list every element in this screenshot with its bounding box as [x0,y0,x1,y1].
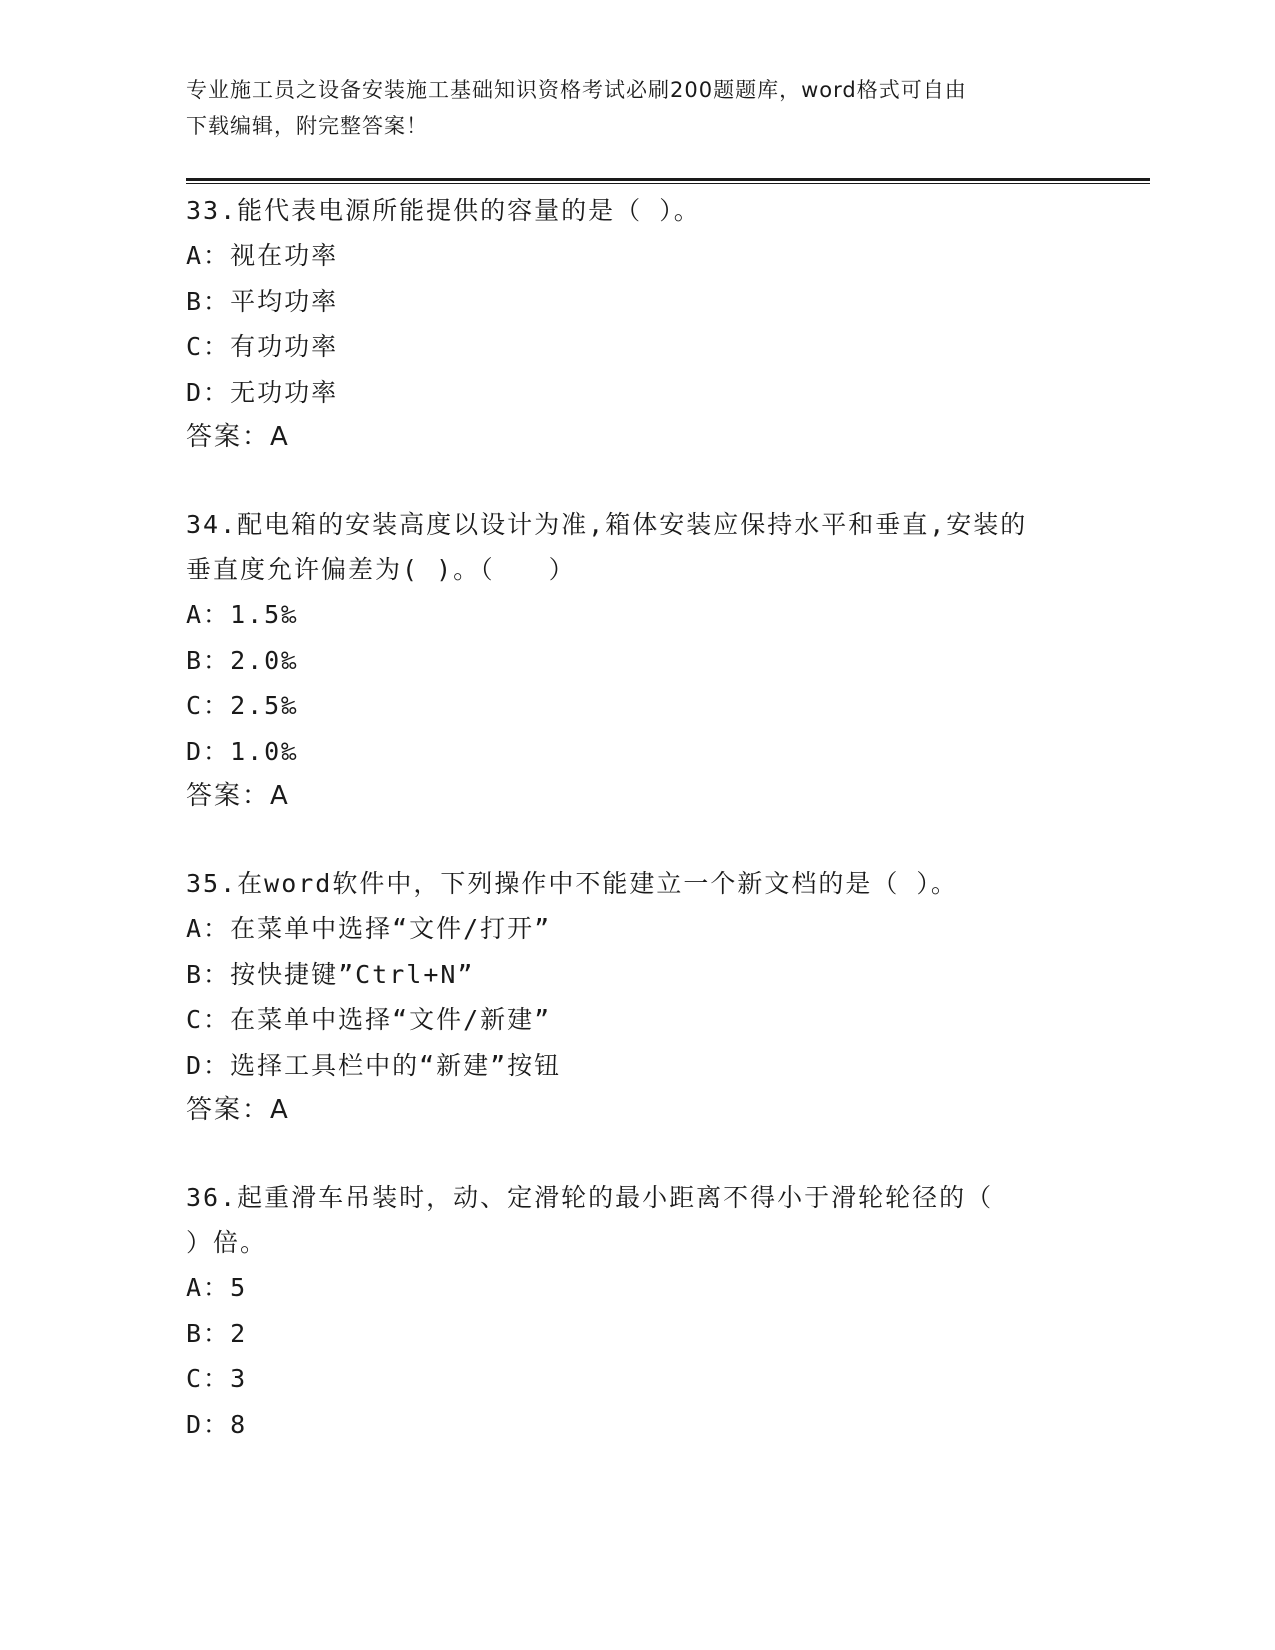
option-key: C： [186,1005,231,1034]
option-d [186,1402,1086,1448]
answer-label: 答案： [186,781,271,811]
answer-value: A [270,422,290,452]
option-key: B： [186,1318,231,1348]
answer-line [186,774,1086,819]
question-stem: 35.在word软件中，下列操作中不能建立一个新文档的是（ ）。 [186,869,958,898]
question-36 [186,1175,1086,1447]
option-c [186,1356,1086,1402]
option-a [186,1265,1086,1311]
option-text: 2.5‰ [230,691,299,720]
option-text: 在菜单中选择“文件/打开” [230,914,552,943]
option-text: 视在功率 [230,241,339,270]
option-d [186,370,1086,416]
option-text: 1.0‰ [230,736,299,766]
answer-label: 答案： [186,422,271,452]
option-key: C： [186,332,231,361]
option-key: D： [186,736,231,766]
option-text: 1.5‰ [230,600,299,629]
option-key: A： [186,1273,231,1302]
option-a [186,233,1086,279]
answer-line [186,415,1086,460]
option-b [186,638,1086,684]
question-stem: 36.起重滑车吊装时，动、定滑轮的最小距离不得小于滑轮轮径的（ ）倍。 [186,1183,994,1257]
option-text: 8 [230,1409,248,1439]
option-key: D： [186,1050,231,1080]
option-key: A： [186,914,231,943]
option-a [186,592,1086,638]
question-34 [186,502,1086,819]
answer-value: A [270,781,290,811]
option-text: 5 [230,1273,248,1302]
question-35 [186,861,1086,1133]
option-text: 无功功率 [230,377,339,407]
option-a [186,906,1086,952]
answer-value: A [270,1095,290,1125]
option-text: 有功功率 [230,332,339,361]
option-key: B： [186,645,231,675]
answer-line [186,1088,1086,1133]
option-key: A： [186,241,231,270]
option-key: D： [186,1409,231,1439]
header-line-2: 下载编辑，附完整答案！ [186,114,428,138]
option-text: 选择工具栏中的“新建”按钮 [230,1050,562,1080]
header-divider-thick [186,178,1150,181]
option-c [186,997,1086,1043]
option-b [186,952,1086,998]
option-key: D： [186,377,231,407]
option-b [186,279,1086,325]
answer-label: 答案： [186,1095,271,1125]
question-list [186,188,1086,1489]
option-text: 2.0‰ [230,645,299,675]
option-c [186,324,1086,370]
question-stem: 33.能代表电源所能提供的容量的是（ ）。 [186,196,701,225]
option-key: B： [186,286,231,316]
header-divider-thin [186,183,1150,184]
option-key: C： [186,691,231,720]
option-key: B： [186,959,231,989]
option-b [186,1311,1086,1357]
header-line-1: 专业施工员之设备安装施工基础知识资格考试必刷200题题库，word格式可自由 [186,78,967,102]
question-33 [186,188,1086,460]
option-text: 3 [230,1364,248,1393]
option-text: 2 [230,1318,248,1348]
option-key: C： [186,1364,231,1393]
option-d [186,1043,1086,1089]
option-c [186,683,1086,729]
option-text: 在菜单中选择“文件/新建” [230,1005,552,1034]
option-text: 平均功率 [230,286,339,316]
option-text: 按快捷键”Ctrl+N” [230,959,475,989]
option-key: A： [186,600,231,629]
document-header [186,72,1066,144]
question-stem: 34.配电箱的安装高度以设计为准,箱体安装应保持水平和垂直,安装的 垂直度允许偏差为( )。（ ） [186,510,1028,584]
option-d [186,729,1086,775]
